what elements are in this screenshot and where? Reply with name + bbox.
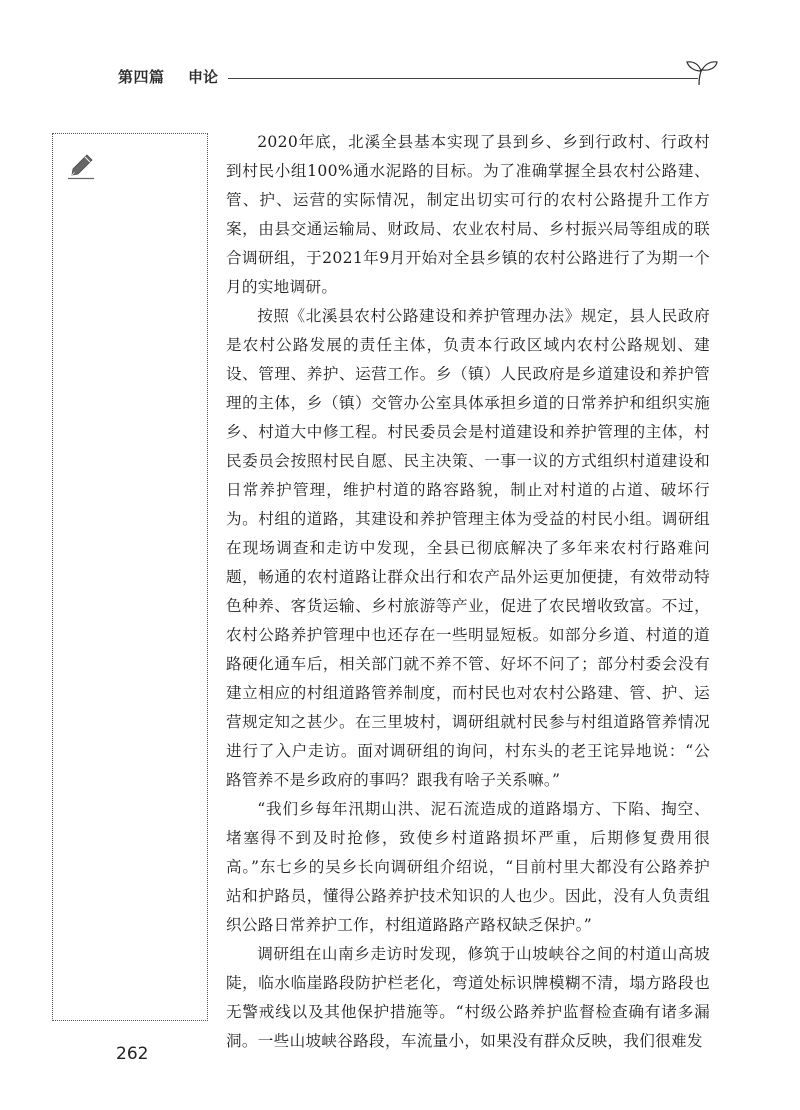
pencil-icon: [67, 152, 95, 180]
section-title: 申论: [188, 68, 219, 86]
note-margin-box: [52, 133, 208, 1021]
part-title: 第四篇: [118, 68, 165, 86]
header-rule: [228, 78, 698, 79]
paragraph: 调研组在山南乡走访时发现，修筑于山坡峡谷之间的村道山高坡陡，临水临崖路段防护栏老化，弯道处标识牌模糊不清，塌方路段也无警戒线以及其他保护措施等。“村级公路养护监督检查确有诸多漏洞。一些山坡峡谷路段，车流量小，如果没有群众反映，我们很难发: [226, 945, 710, 1050]
page-number: 262: [116, 1044, 149, 1064]
paragraph: 按照《北溪县农村公路建设和养护管理办法》规定，县人民政府是农村公路发展的责任主体，负责本行政区域内农村公路规划、建设、管理、养护、运营工作。乡（镇）人民政府是乡道建设和养护管理的主体，乡（镇）交管办公室具体承担乡道的日常养护和组织实施乡、村道大中修工程。村民委员会是村道建设和养护管理的主体，村民委员会按照村民自愿、民主决策、一事一议的方式组织村道建设和日常养护管理，维护村道的路容路貌，制止对村道的占道、破坏行为。村组的道路，其建设和养护管理主体为受益的村民小组。调研组在现场调查和走访中发现，全县已彻底解决了多年来农村行路难问题，畅通的农村道路让群众出行和农产品外运更加便捷，有效带动特色种养、客货运输、乡村旅游等产业，促进了农民增收致富。不过，农村公路养护管理中也还存在一些明显短板。如部分乡道、村道的道路硬化通车后，相关部门就不养不管、好坏不问了；部分村委会没有建立相应的村组道路管养制度，而村民也对农村公路建、管、护、运营规定知之甚少。在三里坡村，调研组就村民参与村组道路管养情况进行了入户走访。面对调研组的询问，村东头的老王诧异地说：“公路管养不是乡政府的事吗？跟我有啥子关系嘛。”: [226, 307, 710, 789]
sprout-icon: [681, 58, 721, 86]
paragraph: 2020年底，北溪全县基本实现了县到乡、乡到行政村、行政村到村民小组100%通水泥路的目标。为了准确掌握全县农村公路建、管、护、运营的实际情况，制定出切实可行的农村公路提升工作方案，由县交通运输局、财政局、农业农村局、乡村振兴局等组成的联合调研组，于2021年9月开始对全县乡镇的农村公路进行了为期一个月的实地调研。: [226, 133, 710, 296]
page-header: [118, 58, 718, 98]
article-body: [226, 128, 710, 1056]
paragraph: “我们乡每年汛期山洪、泥石流造成的道路塌方、下陷、掏空、堵塞得不到及时抢修，致使乡村道路损坏严重，后期修复费用很高。”东七乡的吴乡长向调研组介绍说，“目前村里大都没有公路养护站和护路员，懂得公路养护技术知识的人也少。因此，没有人负责组织公路日常养护工作，村组道路路产路权缺乏保护。”: [226, 800, 710, 934]
